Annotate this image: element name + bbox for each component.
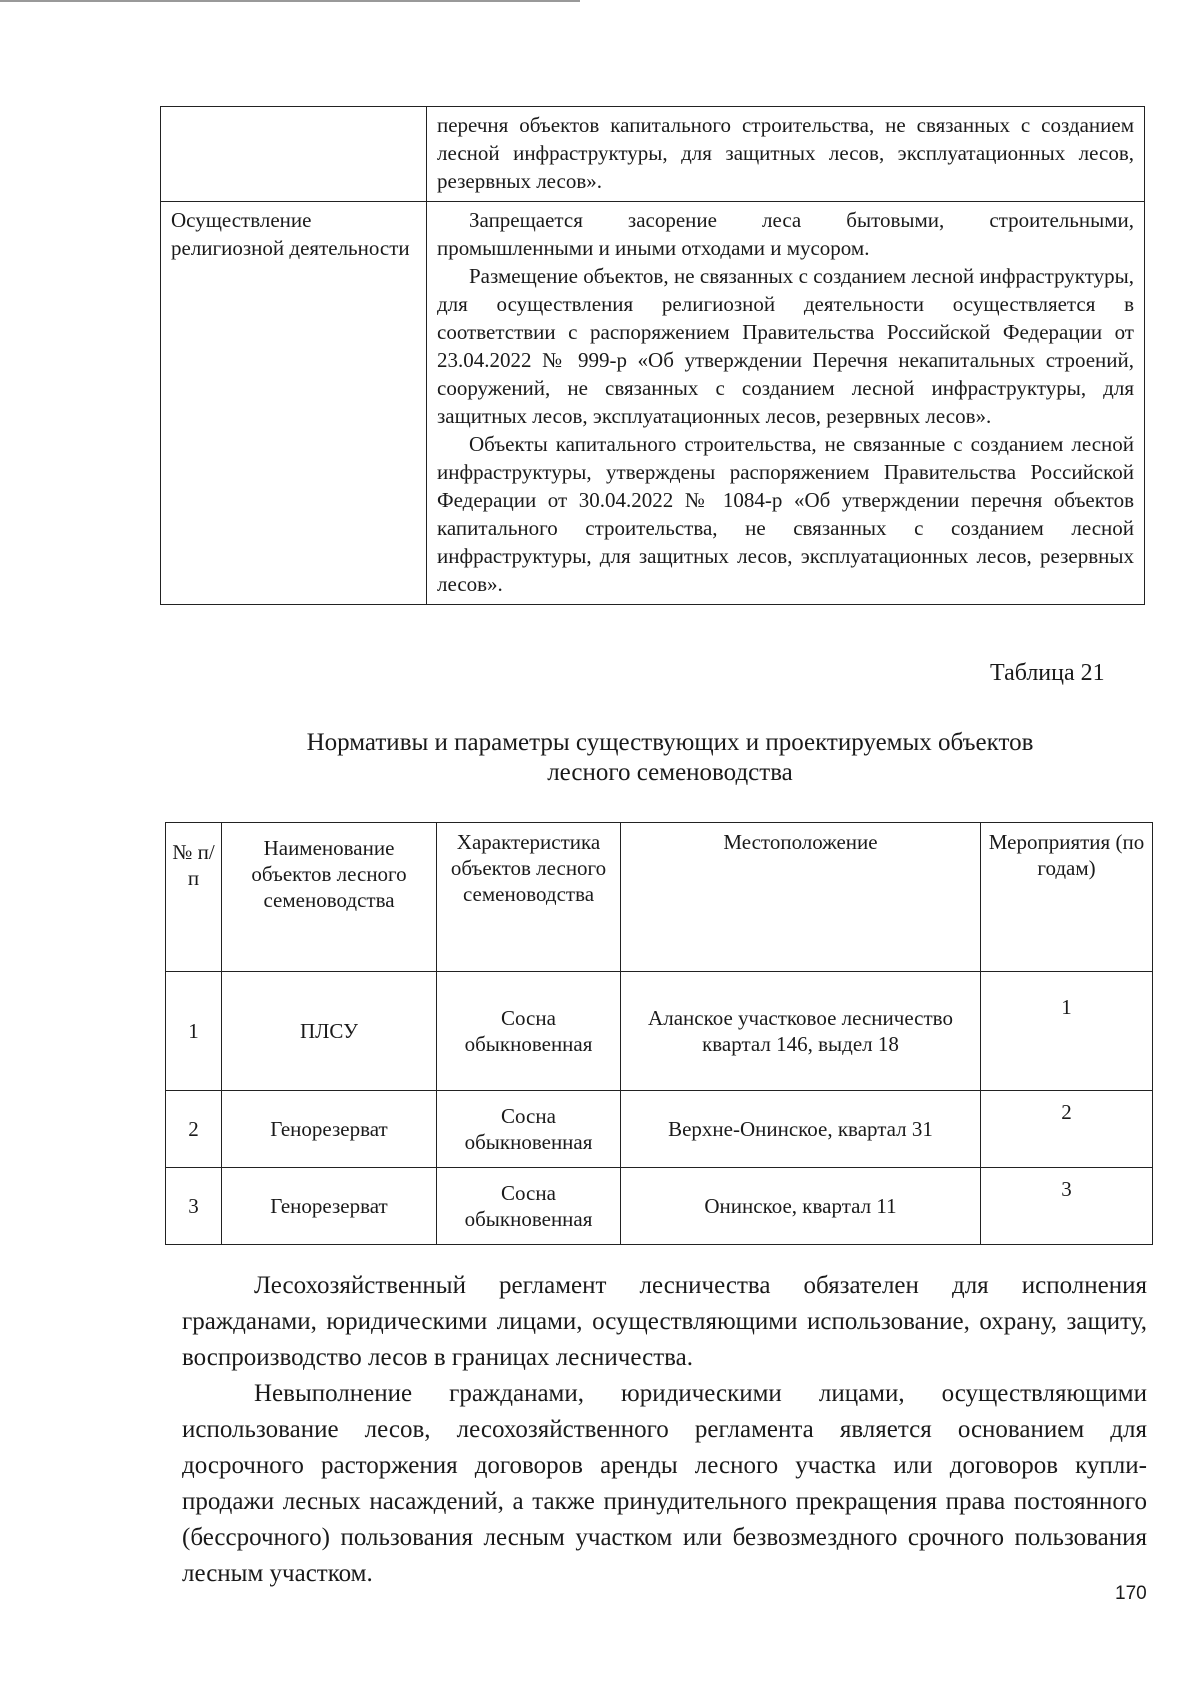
page-number: 170 [1115,1583,1147,1604]
requirements-cell: перечня объектов капитального строительства, не связанных с созданием лесной инфраструктуры, для защитных лесов, эксплуатационных лесов, резервных лесов». [427,107,1145,202]
requirement-paragraph: Запрещается засорение леса бытовыми, строительными, промышленными и иными отходами и мусором. [437,208,1134,260]
table-row [166,972,1153,1091]
table-title [240,728,1100,788]
cell-characteristic: Сосна обыкновенная [437,972,621,1091]
cell-name: Генорезерват [222,1091,437,1168]
table-row [166,1091,1153,1168]
cell-activities: 3 [981,1168,1153,1245]
cell-characteristic: Сосна обыкновенная [437,1168,621,1245]
cell-location: Аланское участковое лесничество квартал 146, выдел 18 [621,972,981,1091]
body-paragraph: Невыполнение гражданами, юридическими лицами, осуществляющими использование лесов, лесохозяйственного регламента является основанием для досрочного расторжения договоров аренды лесного участка или договоров купли-продажи лесных насаждений, а также принудительного прекращения права постоянного (бессрочного) пользования лесным участком или безвозмездного срочного пользования лесным участком. [182,1380,1147,1587]
column-header-number: № п/п [166,823,222,972]
requirement-paragraph: Объекты капитального строительства, не связанные с созданием лесной инфраструктуры, утверждены распоряжением Правительства Российской Федерации от 30.04.2022 № 1084-р «Об утверждении перечня объектов капитального строительства, не связанных с созданием лесной инфраструктуры, для защитных лесов, эксплуатационных лесов, резервных лесов». [437,432,1134,596]
column-header-characteristic: Характеристика объектов лесного семеноводства [437,823,621,972]
activity-cell: Осуществление религиозной деятельности [161,202,427,605]
activity-cell [161,107,427,202]
cell-number: 3 [166,1168,222,1245]
table-title-line: лесного семеноводства [547,759,793,786]
table-title-line: Нормативы и параметры существующих и проектируемых объектов [306,729,1034,756]
cell-location: Онинское, квартал 11 [621,1168,981,1245]
cell-activities: 2 [981,1091,1153,1168]
cell-name: ПЛСУ [222,972,437,1091]
table-header-row [166,823,1153,972]
requirement-paragraph: Размещение объектов, не связанных с созданием лесной инфраструктуры, для осуществления религиозной деятельности осуществляется в соответствии с распоряжением Правительства Российской Федерации от 23.04.2022 № 999-р «Об утверждении Перечня некапитальных строений, сооружений, не связанных с созданием лесной инфраструктуры, для защитных лесов, эксплуатационных лесов, резервных лесов». [437,264,1134,428]
cell-activities: 1 [981,972,1153,1091]
column-header-location: Местоположение [621,823,981,972]
table-number-label: Таблица 21 [990,660,1105,686]
table-row [161,107,1145,202]
column-header-name: Наименование объектов лесного семеноводства [222,823,437,972]
cell-characteristic: Сосна обыкновенная [437,1091,621,1168]
cell-name: Генорезерват [222,1168,437,1245]
requirements-cell [427,202,1145,605]
seed-objects-table [165,822,1153,1245]
table-row [161,202,1145,605]
cell-number: 1 [166,972,222,1091]
cell-location: Верхне-Онинское, квартал 31 [621,1091,981,1168]
cell-number: 2 [166,1091,222,1168]
table-row [166,1168,1153,1245]
body-paragraph: Лесохозяйственный регламент лесничества обязателен для исполнения гражданами, юридическими лицами, осуществляющими использование, охрану, защиту, воспроизводство лесов в границах лесничества. [182,1272,1147,1371]
scan-edge-line [0,0,580,2]
column-header-activities: Мероприятия (по годам) [981,823,1153,972]
forest-use-table-continuation [160,106,1145,605]
body-text [182,1268,1147,1592]
